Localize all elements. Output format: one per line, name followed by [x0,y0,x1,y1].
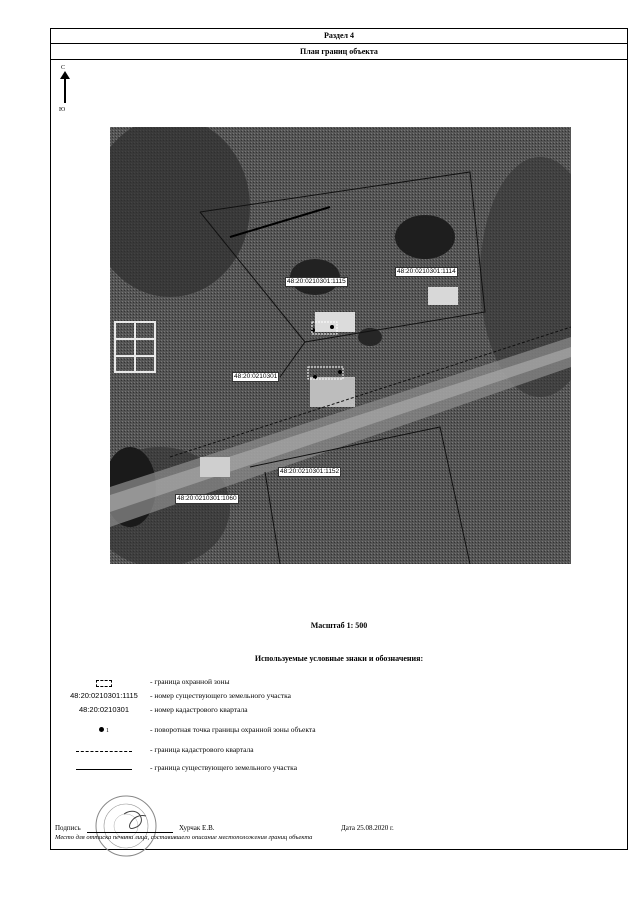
stamp-place-note: Место для оттиска печати лица, составившего описание местоположения границ объекта [55,834,313,841]
legend-parcel-number: 48:20:0210301:1115 [70,691,138,700]
signature-date: Дата 25.08.2020 г. [341,824,394,832]
legend-title: Используемые условные знаки и обозначения: [254,654,424,663]
aerial-map [110,127,571,564]
parcel-label-1114: 48:20:0210301:1114 [397,268,456,275]
turning-point-icon: 1 [59,725,149,734]
compass-north-label: С [61,65,66,71]
legend-item: 48:20:0210301 - номер кадастрового квартала [51,705,627,719]
scale-label: Масштаб 1: 500 [310,621,368,630]
signer-name: Хурчак Е.В. [179,824,215,832]
dashed-line-icon [59,745,149,754]
seal-stamp-icon [94,794,158,858]
north-arrow-icon [59,65,71,120]
legend-item: - граница кадастрового квартала [51,745,627,759]
compass-south-label: Ю [59,107,66,113]
signature-line [87,832,173,833]
signature-label: Подпись [55,824,81,832]
legend-item: - граница охранной зоны [51,677,627,691]
parcel-label-1060: 48:20:0210301:1060 [177,495,237,502]
legend-quarter-number: 48:20:0210301 [78,705,130,714]
document-sheet [50,28,628,850]
quarter-label: 48:20:0210301 [234,373,278,380]
plan-title: План границ объекта [51,44,627,60]
solid-line-icon [59,763,149,772]
legend-item: 48:20:0210301:1115 - номер существующего земельного участка [51,691,627,705]
legend-item: 1 - поворотная точка границы охранной зоны объекта [51,725,627,739]
parcel-label-1152: 48:20:0210301:1152 [280,468,340,475]
zone-boundary-icon [59,677,149,689]
section-title: Раздел 4 [51,29,627,44]
parcel-label-1115: 48:20:0210301:1115 [287,278,346,285]
legend-item: - граница существующего земельного участка [51,763,627,777]
